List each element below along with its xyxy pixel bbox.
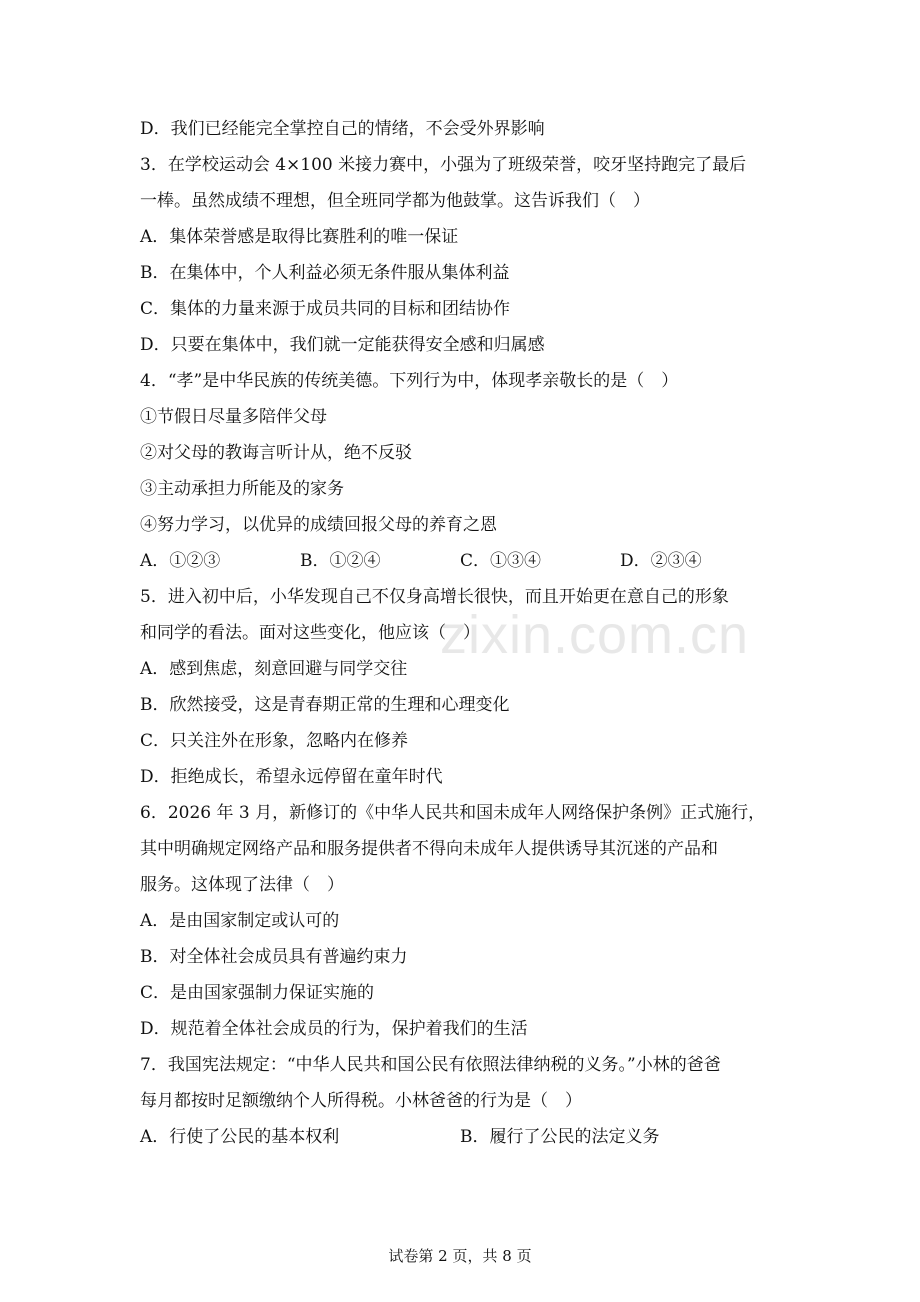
q5-option-a: A．感到焦虑，刻意回避与同学交往 — [140, 659, 408, 679]
q5-stem-line-1: 5．进入初中后，小华发现自己不仅身高增长很快，而且开始更在意自己的形象 — [140, 587, 729, 607]
q7-option-a: A．行使了公民的基本权利 — [140, 1127, 340, 1147]
q4-options-row — [140, 549, 790, 573]
q6-option-b: B．对全体社会成员具有普遍约束力 — [140, 947, 408, 967]
q6-stem-line-1: 6．2026 年 3 月，新修订的《中华人民共和国未成年人网络保护条例》正式施行， — [140, 803, 766, 823]
q3-option-b: B．在集体中，个人利益必须无条件服从集体利益 — [140, 263, 510, 283]
q3-option-a: A．集体荣誉感是取得比赛胜利的唯一保证 — [140, 227, 459, 247]
q6-option-c: C．是由国家强制力保证实施的 — [140, 983, 375, 1003]
q3-option-d: D．只要在集体中，我们就一定能获得安全感和归属感 — [140, 335, 545, 355]
q5-option-b: B．欣然接受，这是青春期正常的生理和心理变化 — [140, 695, 510, 715]
q5-option-d: D．拒绝成长，希望永远停留在童年时代 — [140, 767, 443, 787]
q3-stem-line-2: 一棒。虽然成绩不理想，但全班同学都为他鼓掌。这告诉我们（ ） — [140, 191, 650, 211]
q7-options-row — [140, 1125, 790, 1149]
q4-stem: 4．“孝”是中华民族的传统美德。下列行为中，体现孝亲敬长的是（ ） — [140, 371, 679, 391]
q6-stem-line-3: 服务。这体现了法律（ ） — [140, 875, 344, 895]
q6-option-d: D．规范着全体社会成员的行为，保护着我们的生活 — [140, 1019, 528, 1039]
q3-stem-line-1: 3．在学校运动会 4×100 米接力赛中，小强为了班级荣誉，咬牙坚持跑完了最后 — [140, 155, 747, 175]
q5-option-c: C．只关注外在形象，忽略内在修养 — [140, 731, 409, 751]
q7-option-b: B．履行了公民的法定义务 — [460, 1127, 660, 1147]
q4-statement-1: ①节假日尽量多陪伴父母 — [140, 407, 327, 427]
q4-option-c: C．①③④ — [460, 551, 542, 571]
q4-option-b: B．①②④ — [300, 551, 381, 571]
q4-statement-2: ②对父母的教诲言听计从，绝不反驳 — [140, 443, 412, 463]
q7-stem-line-2: 每月都按时足额缴纳个人所得税。小林爸爸的行为是（ ） — [140, 1091, 582, 1111]
page-footer: 试卷第 2 页，共 8 页 — [388, 1247, 532, 1265]
q3-option-c: C．集体的力量来源于成员共同的目标和团结协作 — [140, 299, 511, 319]
q2-option-d: D．我们已经能完全掌控自己的情绪，不会受外界影响 — [140, 119, 545, 139]
q4-option-d: D．②③④ — [620, 551, 702, 571]
watermark: zixin.com.cn — [440, 605, 750, 665]
q4-statement-4: ④努力学习，以优异的成绩回报父母的养育之恩 — [140, 515, 497, 535]
q6-option-a: A．是由国家制定或认可的 — [140, 911, 340, 931]
q5-stem-line-2: 和同学的看法。面对这些变化，他应该（ ） — [140, 623, 480, 643]
q6-stem-line-2: 其中明确规定网络产品和服务提供者不得向未成年人提供诱导其沉迷的产品和 — [140, 839, 718, 859]
q4-statement-3: ③主动承担力所能及的家务 — [140, 479, 344, 499]
q4-option-a: A．①②③ — [140, 551, 221, 571]
q7-stem-line-1: 7．我国宪法规定：“中华人民共和国公民有依照法律纳税的义务。”小林的爸爸 — [140, 1055, 721, 1075]
